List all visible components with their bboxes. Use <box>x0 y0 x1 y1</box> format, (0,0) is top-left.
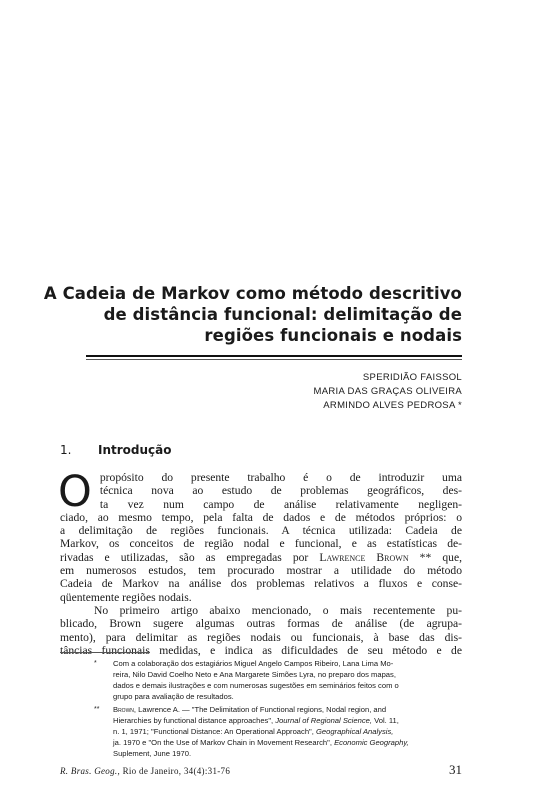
body-text <box>58 467 462 657</box>
text-line <box>60 551 462 564</box>
footnote-line: Com a colaboração dos estagiários Miguel Angelo Campos Ribeiro, Lana Lima Mo- <box>113 659 394 668</box>
footnote-fragment: Lawrence A. — "The Delimitation of Functional regions, Nodal region, and <box>138 705 387 714</box>
footnote-fragment: ja. 1970 e "On the Use of Markov Chain in Movement Research", <box>113 738 332 747</box>
text-fragment: rivadas e utilizadas, são as empregadas por <box>60 550 309 564</box>
title-line-1: A Cadeia de Markov como método descritivo <box>43 284 462 303</box>
running-footer <box>60 766 230 776</box>
paragraph <box>60 604 462 657</box>
footnote-mark: * <box>94 660 97 667</box>
author-name: MARIA DAS GRAÇAS OLIVEIRA <box>313 386 462 397</box>
footnote-fragment: Hierarchies by functional distance approaches", <box>113 716 274 725</box>
text-line: a delimitação de regiões funcionais. A técnica utilizada: Cadeia de <box>60 524 462 538</box>
text-line: No primeiro artigo abaixo mencionado, o mais recentemente pu- <box>94 603 462 617</box>
footnote-line: dados e demais ilustrações e com numerosas sugestões em seminários feitos com o <box>113 681 399 690</box>
text-line: técnica nova ao estudo de problemas geográficos, des- <box>99 484 462 498</box>
author-name: ARMINDO ALVES PEDROSA * <box>323 400 462 411</box>
footnote-line: Suplement, June 1970. <box>113 749 192 758</box>
footnote-journal: Economic Geography, <box>334 738 409 747</box>
section-title: Introdução <box>98 443 172 457</box>
footnote-line <box>113 704 462 715</box>
text-line: propósito do presente trabalho é o de introduzir uma <box>99 471 462 484</box>
title-line-2: de distância funcional: delimitação de <box>103 305 462 324</box>
footnote <box>60 658 462 702</box>
text-line: mento), para delimitar as regiões nodais ou funcionais, à base das dis- <box>60 630 462 644</box>
author-list <box>314 371 462 413</box>
text-line: qüentemente regiões nodais. <box>60 590 192 604</box>
text-fragment: que, <box>442 550 462 564</box>
footnote-mark: ** <box>94 706 100 713</box>
footnote-author: Brown, <box>113 705 137 714</box>
footnote-journal: Geographical Analysis, <box>315 727 394 736</box>
footnote-journal: Journal of Regional Science, <box>275 716 372 725</box>
section-heading <box>60 443 172 457</box>
footnote-fragment: n. 1, 1971; "Functional Distance: An Operational Approach", <box>113 727 314 736</box>
section-number: 1. <box>60 443 72 457</box>
footnote-line: grupo para avaliação de resultados. <box>113 692 234 701</box>
journal-citation: Rio de Janeiro, 34(4):31-76 <box>122 766 231 776</box>
footnote-line <box>113 715 462 726</box>
text-line: Markov, os conceitos de região nodal e funcional, e as estatísticas de- <box>60 537 462 551</box>
footnote-line <box>113 737 462 748</box>
footnote-line <box>113 726 462 737</box>
author-name: SPERIDIÃO FAISSOL <box>362 372 462 383</box>
title-rule <box>86 355 462 357</box>
paper-title <box>40 283 462 346</box>
title-rule-thin <box>86 359 462 360</box>
footnote-fragment: Vol. 11, <box>374 716 399 725</box>
text-line: tâncias funcionais medidas, e indica as dificuldades de seu método e de <box>60 643 462 657</box>
footnote <box>60 704 462 759</box>
drop-cap: O <box>58 467 92 517</box>
page-number: 31 <box>449 762 462 777</box>
text-line: blicado, Brown sugere algumas outras formas de análise (de agrupa- <box>60 617 462 631</box>
footnote-rule <box>60 652 150 653</box>
title-line-3: regiões funcionais e nodais <box>204 326 462 345</box>
journal-name: R. Bras. Geog., <box>60 766 120 776</box>
text-line: ta vez num campo de análise relativamente negligen- <box>99 497 462 511</box>
author-reference: Lawrence Brown ** <box>319 550 432 564</box>
text-line: Cadeia de Markov na análise dos problemas relativos a fluxos e conse- <box>60 577 462 591</box>
footnote-line: reira, Nilo David Coelho Neto e Ana Margarete Simões Lyra, no preparo dos mapas, <box>113 670 396 679</box>
text-line: ciado, ao mesmo tempo, pela falta de dados e de métodos próprios: o <box>60 510 462 524</box>
text-line: em numerosos estudos, tem procurado mostrar a utilidade do método <box>60 564 462 578</box>
